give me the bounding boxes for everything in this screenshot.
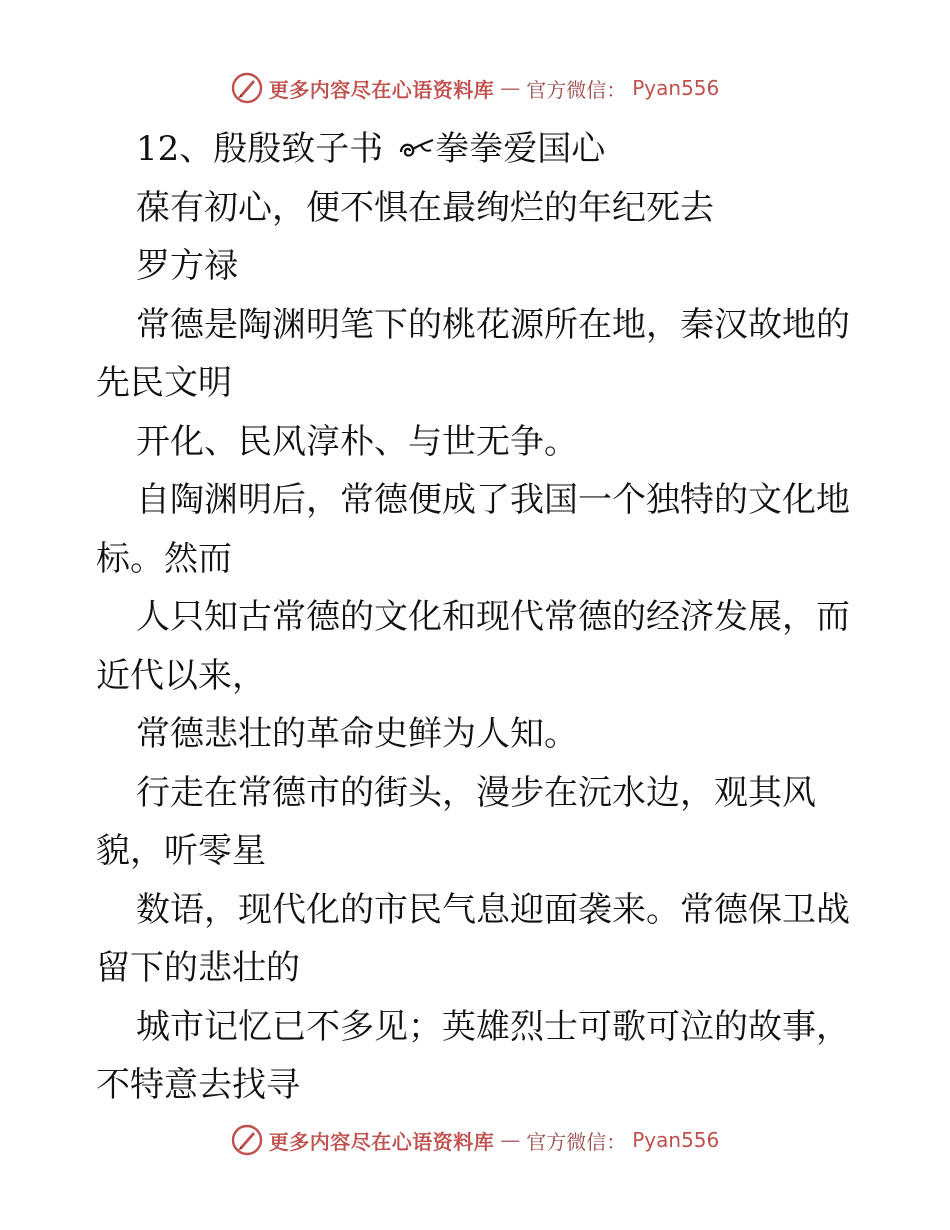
- article-author: 罗方禄: [136, 246, 238, 286]
- paragraph-line: 行走在常德市的街头，漫步在沅水边，观其风: [136, 772, 816, 813]
- paragraph-line: 自陶渊明后，常德便成了我国一个独特的文化地: [136, 480, 850, 520]
- watermark-account: Pyan556: [632, 1128, 720, 1152]
- paragraph-line: 近代以来，: [96, 655, 266, 696]
- paragraph-line: 留下的悲壮的: [96, 948, 300, 988]
- footer-watermark: [0, 1124, 950, 1156]
- paragraph-line: 先民文明: [96, 363, 232, 403]
- watermark-official-label: 官方微信：: [526, 77, 627, 102]
- paragraph-line: 开化、民风淳朴、与世无争。: [136, 421, 578, 462]
- watermark-separator: —: [500, 1128, 521, 1152]
- watermark-account: Pyan556: [632, 76, 720, 100]
- paragraph-line: 常德悲壮的革命史鲜为人知。: [136, 714, 578, 754]
- watermark-text: 更多内容尽在心语资料库: [268, 1129, 495, 1154]
- quill-logo-icon: [231, 1124, 263, 1156]
- title-suffix: 拳拳爱国心: [435, 129, 606, 169]
- paragraph-line: 人只知古常德的文化和现代常德的经济发展，而: [136, 597, 850, 637]
- paragraph-line: 城市记忆已不多见；英雄烈士可歌可泣的故事，: [136, 1006, 850, 1047]
- article-subtitle: 葆有初心，便不惧在最绚烂的年纪死去: [136, 187, 714, 228]
- paragraph-line: 标。然而: [96, 538, 232, 579]
- watermark-official-label: 官方微信：: [526, 1129, 627, 1154]
- article-body: [96, 120, 856, 1115]
- paragraph-line: 数语，现代化的市民气息迎面袭来。常德保卫战: [136, 889, 850, 930]
- header-watermark: [0, 72, 950, 104]
- paragraph-line: 貌，听零星: [96, 831, 266, 871]
- watermark-text: 更多内容尽在心语资料库: [268, 77, 495, 102]
- watermark-separator: —: [500, 76, 521, 100]
- article-title: [96, 120, 856, 179]
- title-prefix: 12、殷殷致子书: [136, 129, 384, 169]
- quill-logo-icon: [231, 72, 263, 104]
- paragraph-line: 不特意去找寻: [96, 1065, 300, 1105]
- swirl-ornament-icon: [397, 136, 435, 162]
- paragraph-line: 常德是陶渊明笔下的桃花源所在地，秦汉故地的: [136, 304, 850, 345]
